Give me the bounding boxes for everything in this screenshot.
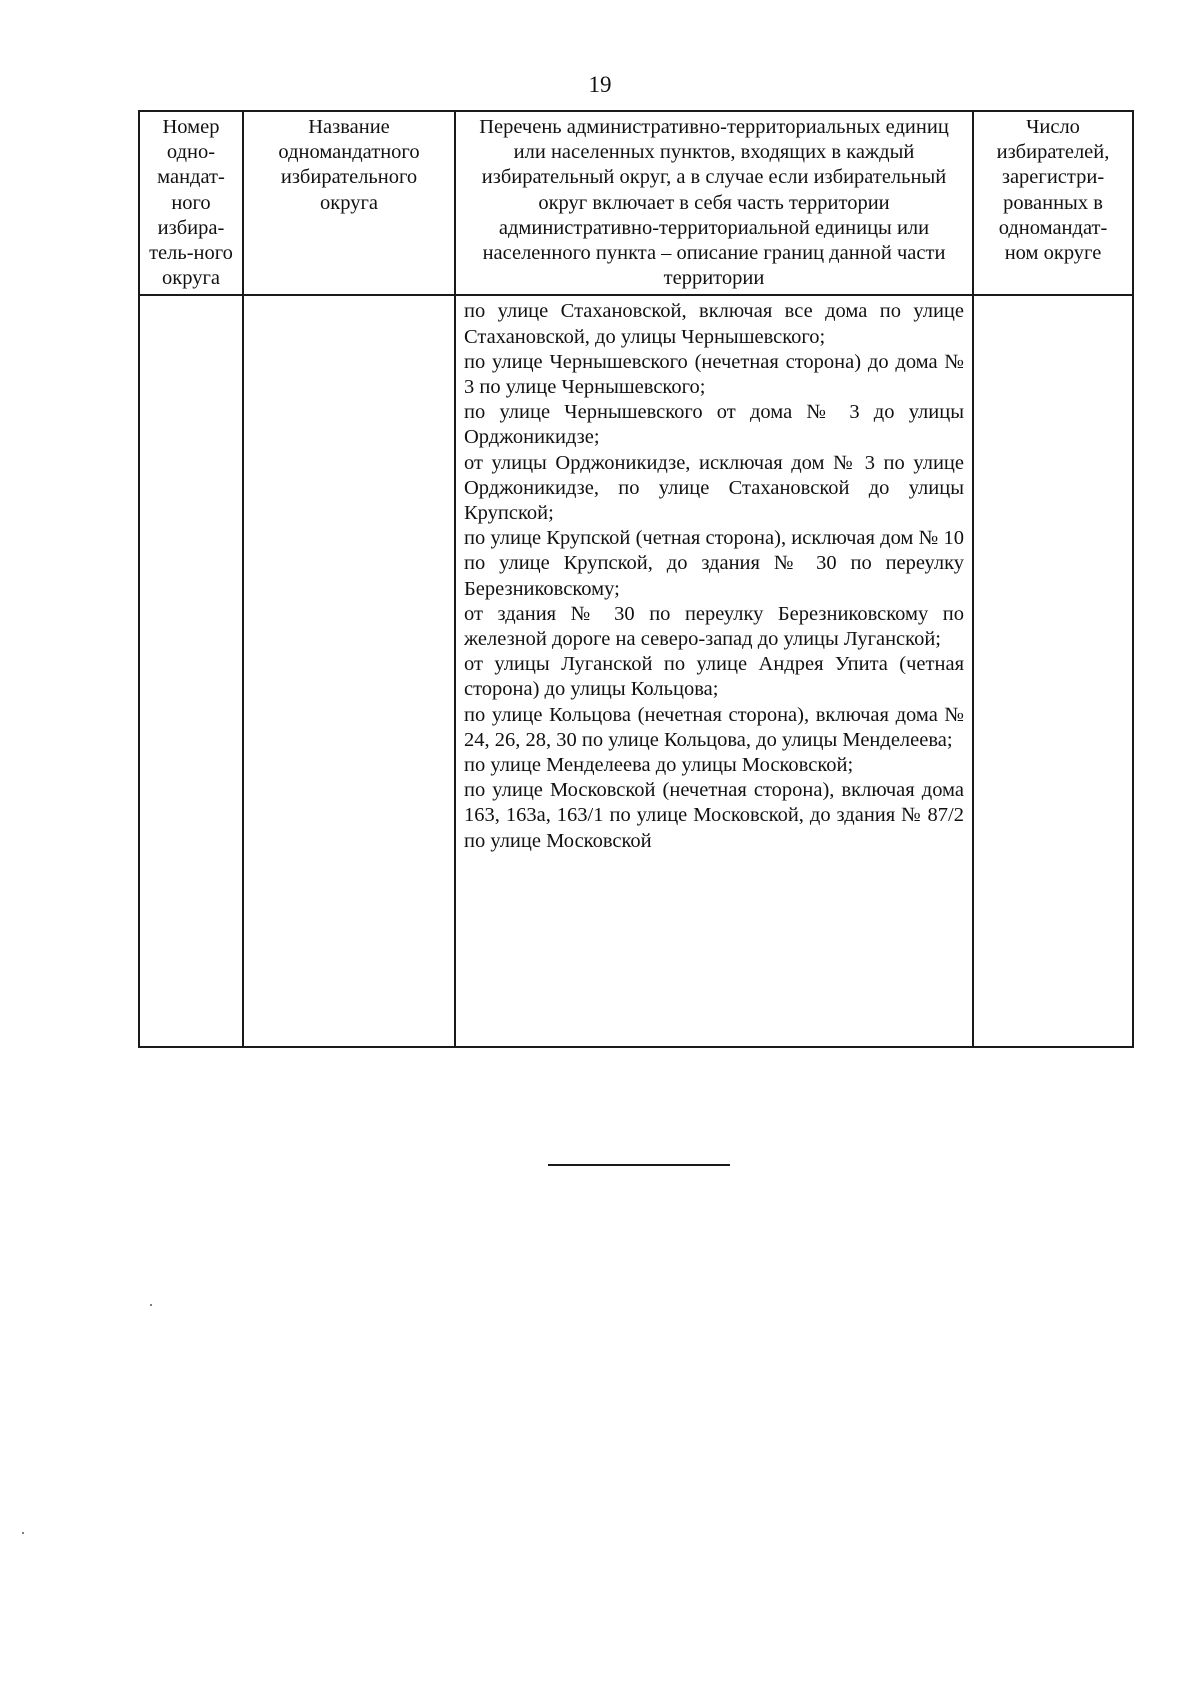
header-territory-list: Перечень административно-территориальных единиц или населенных пунктов, входящих в каждый избирательный округ, а в случае если избирательный округ включает в себя часть территории административно-территориальной единицы или населенного пункта – описание границ данной части территории xyxy=(455,111,973,295)
header-district-name: Название одномандатного избирательного округа xyxy=(243,111,455,295)
boundary-line: от здания № 30 по переулку Березниковскому по железной дороге на северо-запад до улицы Луганской; xyxy=(464,602,964,651)
cell-district-number xyxy=(139,295,243,1047)
cell-voter-count xyxy=(973,295,1133,1047)
boundary-line: от улицы Луганской по улице Андрея Упита (четная сторона) до улицы Кольцова; xyxy=(464,653,964,701)
cell-district-name xyxy=(243,295,455,1047)
scan-speck xyxy=(22,1532,24,1534)
districts-table xyxy=(138,110,1134,1048)
closing-separator-line xyxy=(548,1164,730,1166)
boundary-line: по улице Чернышевского от дома № 3 до улицы Орджоникидзе; xyxy=(464,401,964,449)
header-district-number: Номер одно-мандат-ного избира-тель-ного округа xyxy=(139,111,243,295)
boundary-line: от улицы Орджоникидзе, исключая дом № 3 по улице Орджоникидзе, по улице Стахановской до улицы Крупской; xyxy=(464,451,964,525)
boundary-line: по улице Крупской (четная сторона), исключая дом № 10 по улице Крупской, до здания № 30 по переулку Березниковскому; xyxy=(464,527,964,600)
table-row xyxy=(139,295,1133,1047)
boundary-line: по улице Московской (нечетная сторона), включая дома 163, 163а, 163/1 по улице Московской, до здания № 87/2 по улице Московской xyxy=(464,779,964,852)
header-voter-count: Число избирателей, зарегистри-рованных в одномандат-ном округе xyxy=(973,111,1133,295)
table-header-row xyxy=(139,111,1133,295)
boundary-line: по улице Менделеева до улицы Московской; xyxy=(464,754,854,777)
boundary-line: по улице Стахановской, включая все дома по улице Стахановской, до улицы Чернышевского; xyxy=(464,300,964,348)
cell-territory-description xyxy=(455,295,973,1047)
scan-speck xyxy=(150,1304,152,1306)
page-number: 19 xyxy=(588,72,612,97)
boundary-line: по улице Чернышевского (нечетная сторона) до дома № 3 по улице Чернышевского; xyxy=(464,350,964,399)
boundary-line: по улице Кольцова (нечетная сторона), включая дома № 24, 26, 28, 30 по улице Кольцова, до улицы Менделеева; xyxy=(464,703,964,751)
